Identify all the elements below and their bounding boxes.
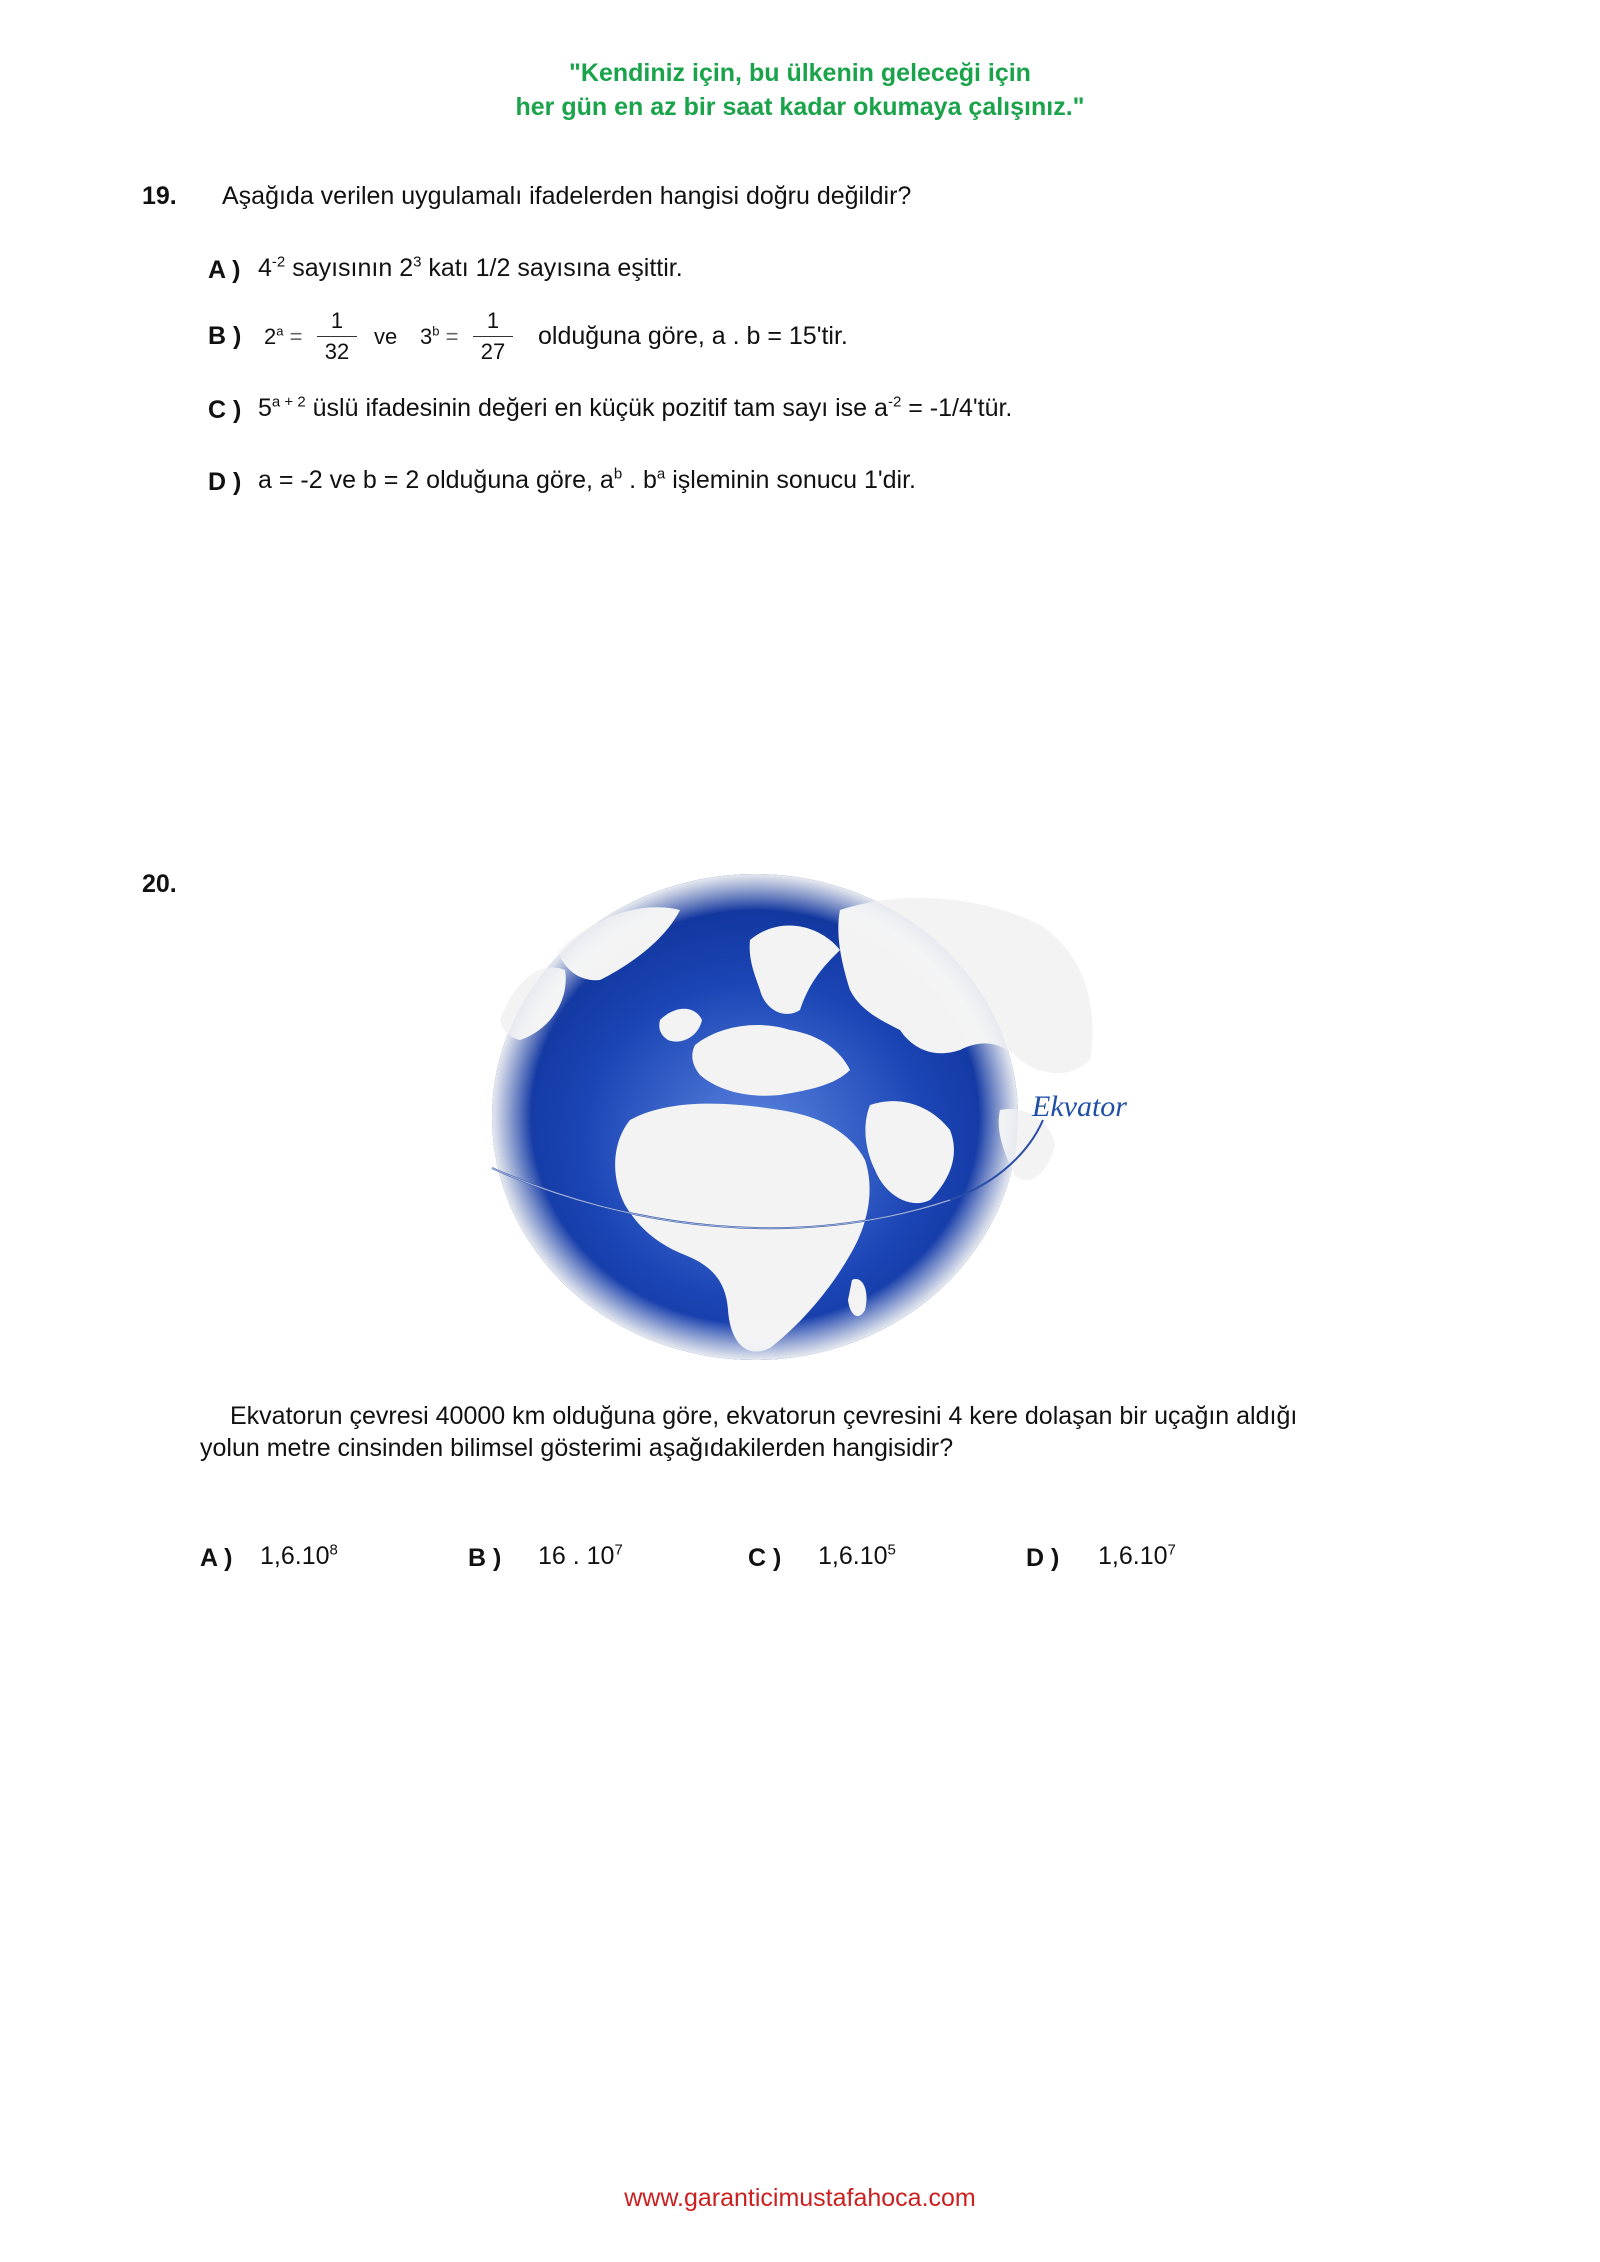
q20-option-a-letter[interactable]: A ) xyxy=(200,1544,233,1572)
q20-option-a-value: 1,6.10$^8$ xyxy=(260,1541,338,1570)
q19-option-b-letter[interactable]: B ) xyxy=(208,322,242,350)
q19-option-b-expr2: 3$^b$ = xyxy=(420,323,459,349)
q20-option-d-letter[interactable]: D ) xyxy=(1026,1544,1060,1572)
q19-option-b-text: olduğuna göre, a . b = 15'tir. xyxy=(538,322,848,350)
globe-illustration xyxy=(480,870,1140,1380)
q19-option-d-text: a = -2 ve b = 2 olduğuna göre, $a^b$ . $b^a$ işleminin sonucu 1'dir. xyxy=(258,465,916,494)
q19-option-b-expr1: 2$^a$ = xyxy=(264,323,303,349)
header-line-1: "Kendiniz için, bu ülkenin geleceği için xyxy=(569,59,1031,87)
q19-option-d-letter[interactable]: D ) xyxy=(208,468,242,496)
question-20-number: 20. xyxy=(142,870,177,898)
question-20-text-line-1: Ekvatorun çevresi 40000 km olduğuna göre, ekvatorun çevresini 4 kere dolaşan bir uçağın aldığı xyxy=(230,1402,1298,1430)
q19-option-a-letter[interactable]: A ) xyxy=(208,256,241,284)
q19-option-b-fraction-2: 1 27 xyxy=(473,308,513,365)
q19-option-a-text: $4^{-2}$ sayısının $2^3$ katı 1/2 sayısına eşittir. xyxy=(258,253,683,282)
q20-option-c-letter[interactable]: C ) xyxy=(748,1544,782,1572)
equator-label: Ekvator xyxy=(1032,1090,1127,1123)
q19-option-c-text: $5^{a + 2}$ üslü ifadesinin değeri en küçük pozitif tam sayı ise $a^{-2}$ = -1/4'tür. xyxy=(258,393,1013,422)
q20-option-b-value: 16 . $10^7$ xyxy=(538,1541,623,1570)
footer-url[interactable]: www.garanticimustafahoca.com xyxy=(624,2184,976,2212)
question-20-text-line-2: yolun metre cinsinden bilimsel gösterimi aşağıdakilerden hangisidir? xyxy=(200,1434,954,1462)
q19-option-b-fraction-1: 1 32 xyxy=(317,308,357,365)
q20-option-c-value: 1,6.10$^5$ xyxy=(818,1541,896,1570)
header-line-2: her gün en az bir saat kadar okumaya çalışınız." xyxy=(515,93,1085,121)
q19-option-b-ve: ve xyxy=(374,324,398,349)
question-19-number: 19. xyxy=(142,182,177,210)
q20-option-b-letter[interactable]: B ) xyxy=(468,1544,502,1572)
q19-option-c-letter[interactable]: C ) xyxy=(208,396,242,424)
q20-option-d-value: 1,6.10$^7$ xyxy=(1098,1541,1176,1570)
question-19-text: Aşağıda verilen uygulamalı ifadelerden hangisi doğru değildir? xyxy=(222,182,912,210)
